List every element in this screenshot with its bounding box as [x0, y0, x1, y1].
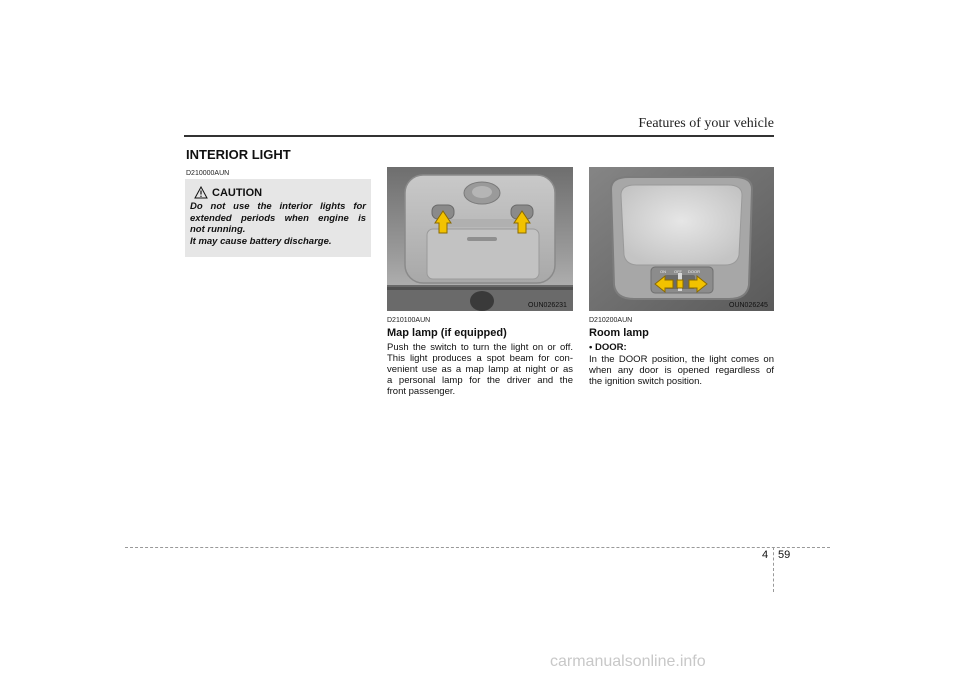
switch-label-on: ON — [660, 269, 666, 274]
caution-line: extended periods when engine is — [190, 212, 366, 224]
page-number: 59 — [778, 549, 791, 561]
room-lamp-photo — [589, 167, 774, 311]
watermark: carmanualsonline.info — [550, 653, 706, 670]
header-rule — [184, 135, 774, 137]
map-lamp-photo-label: OUN026231 — [528, 302, 567, 309]
caution-line: not running. — [190, 224, 246, 235]
room-lamp-line: when any door is opened regardless of — [589, 365, 774, 376]
room-lamp-line: the ignition switch position. — [589, 376, 703, 387]
room-lamp-description — [589, 354, 774, 387]
room-lamp-heading: Room lamp — [589, 327, 649, 339]
running-header: Features of your vehicle — [638, 116, 774, 131]
caution-line: It may cause battery discharge. — [190, 235, 332, 247]
room-lamp-code: D210200AUN — [589, 317, 633, 324]
map-lamp-code: D210100AUN — [387, 317, 431, 324]
map-lamp-line: a personal lamp for the driver and the — [387, 375, 573, 386]
room-lamp-line: In the DOOR position, the light comes on — [589, 354, 774, 365]
warning-triangle-icon — [194, 186, 208, 199]
map-lamp-heading: Map lamp (if equipped) — [387, 327, 507, 339]
footer-rule — [125, 547, 830, 548]
map-lamp-description — [387, 342, 573, 397]
footer-divider — [773, 547, 774, 592]
switch-label-door: DOOR — [688, 269, 700, 274]
switch-label-off: OFF — [674, 269, 682, 274]
map-lamp-line: front passenger. — [387, 386, 456, 397]
section-title: INTERIOR LIGHT — [186, 147, 291, 162]
section-code: D210000AUN — [186, 170, 230, 177]
caution-title: CAUTION — [212, 187, 263, 199]
map-lamp-line: Push the switch to turn the light on or off. — [387, 342, 573, 353]
caution-line: Do not use the interior lights for — [190, 201, 366, 212]
map-lamp-line: This light produces a spot beam for con- — [387, 353, 573, 364]
map-lamp-photo — [387, 167, 573, 311]
chapter-number: 4 — [762, 549, 769, 561]
room-lamp-photo-label: OUN026245 — [729, 302, 768, 309]
caution-body — [190, 201, 366, 247]
room-lamp-bullet: • DOOR: — [589, 342, 627, 353]
map-lamp-line: venient use as a map lamp at night or as — [387, 364, 573, 375]
